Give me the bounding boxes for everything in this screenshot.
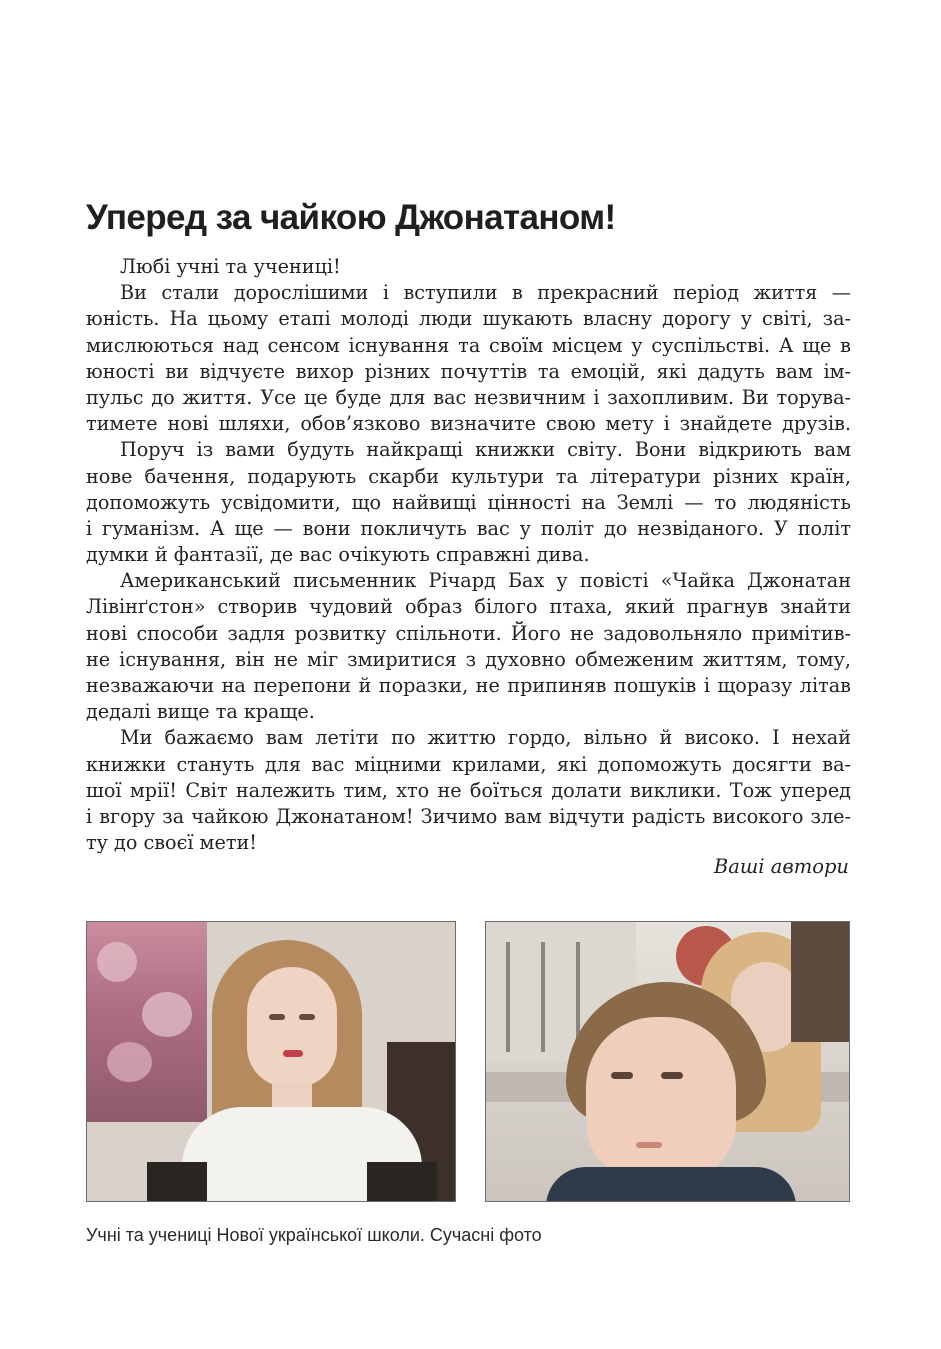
student-girl-photo [86, 921, 456, 1202]
text-line: і гуманізм. А ще — вони покличуть вас у політ до незвіданого. У політ [86, 516, 851, 540]
text-line: мислюються над сенсом існування та своїм місцем у суспільстві. А ще в [86, 333, 851, 357]
text-line: юність. На цьому етапі молоді люди шукають власну дорогу у світі, за- [86, 307, 851, 331]
text-line: Ви стали дорослішими і вступили в прекрасний період життя — [120, 281, 851, 305]
text-line: Любі учні та учениці! [120, 255, 341, 278]
text-line: книжки стануть для вас міцними крилами, які допоможуть досягти ва- [86, 752, 851, 776]
text-line: думки й фантазії, де вас очікують справжні дива. [86, 543, 590, 567]
text-line: допоможуть усвідомити, що найвищі цінності на Землі — то людяність [86, 490, 851, 514]
text-line: і вгору за чайкою Джонатаном! Зичимо вам відчути радість високого зле- [86, 804, 851, 828]
text-line: Поруч із вами будуть найкращі книжки світу. Вони відкриють вам [120, 438, 851, 462]
text-line: нове бачення, подарують скарби культури та літератури різних країн, [86, 464, 851, 488]
authors-signature: Ваші автори [713, 855, 849, 878]
text-line: незважаючи на перепони й поразки, не припиняв пошуків і щоразу літав [86, 674, 851, 697]
text-line: нові способи задля розвитку спільноти. Його не задовольняло примітив- [86, 621, 851, 645]
preface-text [86, 254, 851, 856]
photo-caption: Учні та учениці Нової української школи. Сучасні фото [86, 1225, 542, 1245]
text-line: шої мрії! Світ належить тим, хто не боїться долати виклики. Тож уперед [86, 778, 851, 802]
page-title: Уперед за чайкою Джонатаном! [86, 198, 616, 237]
text-line: не існування, він не міг змиритися з духовно обмеженим життям, тому, [86, 647, 851, 671]
text-line: Ми бажаємо вам летіти по життю гордо, вільно й високо. І нехай [120, 726, 851, 750]
text-line: пульс до життя. Усе це буде для вас незвичним і захопливим. Ви торува- [86, 385, 851, 409]
text-line: дедалі вище та краще. [86, 700, 315, 724]
student-boy-photo [485, 921, 850, 1202]
text-line: ту до своєї мети! [86, 831, 257, 855]
text-line: тимете нові шляхи, обов’язково визначите свою мету і знайдете друзів. [86, 412, 851, 436]
text-line: Американський письменник Річард Бах у повісті «Чайка Джонатан [120, 569, 851, 593]
text-line: Лівінґстон» створив чудовий образ білого птаха, який прагнув знайти [86, 595, 851, 619]
text-line: юності ви відчуєте вихор різних почуттів та емоцій, які дадуть вам ім- [86, 359, 851, 383]
